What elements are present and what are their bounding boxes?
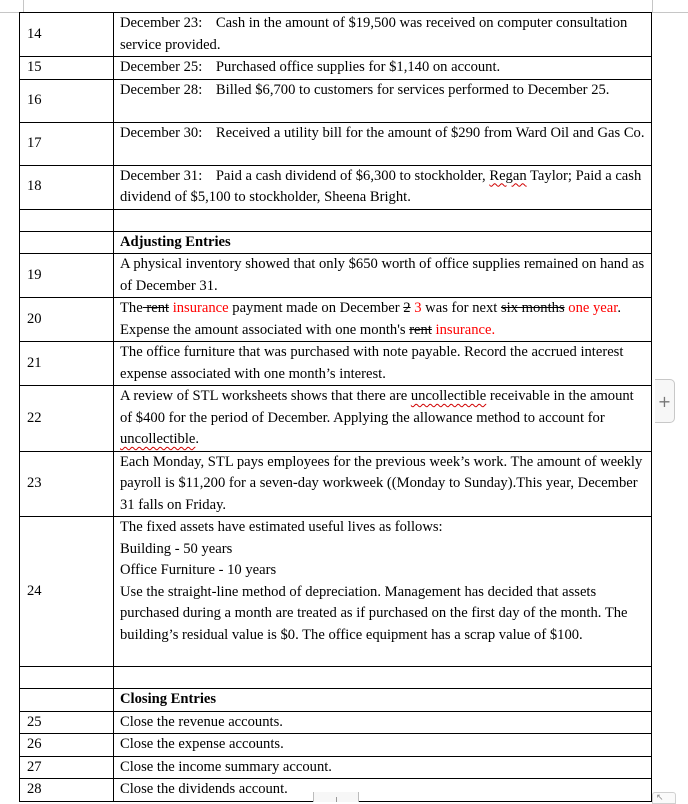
row-number: 25 [20, 711, 114, 734]
resize-handle[interactable] [652, 792, 676, 804]
tracked-deletion[interactable]: rent [142, 300, 170, 316]
table-row [20, 165, 652, 209]
row-number: 23 [20, 451, 114, 517]
table-row [20, 451, 652, 517]
tracked-insertion[interactable]: one year [564, 300, 618, 316]
table-row [20, 122, 652, 165]
row-number: 16 [20, 79, 114, 122]
spellcheck-word[interactable]: Regan [489, 167, 527, 184]
entry-line: Office Furniture - 10 years [120, 562, 277, 578]
add-row-button[interactable] [655, 379, 675, 423]
table-row [20, 79, 652, 122]
entry-text: . [491, 321, 496, 338]
row-description[interactable]: Each Monday, STL pays employees for the previous week’s work. The amount of weekly payroll is $11,200 for a seven-day workweek ((Monday to Sunday).This year, December 31 falls on Friday. [114, 451, 652, 517]
transactions-table [19, 12, 652, 802]
row-number: 17 [20, 122, 114, 165]
entry-text: Paid a cash dividend of $6,300 to stockholder, [215, 167, 486, 184]
row-description[interactable] [114, 298, 652, 342]
row-description[interactable] [114, 386, 652, 452]
row-number: 24 [20, 517, 114, 667]
row-description[interactable] [114, 209, 652, 231]
entry-text: was for next [421, 300, 501, 316]
row-description[interactable] [114, 13, 652, 57]
table-row [20, 517, 652, 667]
horizontal-scrollbar-thumb[interactable] [313, 792, 359, 802]
table-row [20, 386, 652, 452]
entry-text: receivable in the amount of $400 for the period of December. Applying the allowance method to account for [120, 388, 634, 426]
row-number: 19 [20, 254, 114, 298]
corner-mark-top-right-v [652, 0, 653, 12]
table-row [20, 13, 652, 57]
row-number [20, 689, 114, 712]
table-row [20, 342, 652, 386]
row-description[interactable]: The office furniture that was purchased with note payable. Record the accrued interest expense associated with one month’s interest. [114, 342, 652, 386]
tracked-insertion[interactable]: 3 [410, 300, 422, 316]
spellcheck-word[interactable]: uncollectible [410, 388, 487, 404]
row-description[interactable] [114, 165, 652, 209]
entry-date: December 25: [120, 59, 203, 75]
entry-text: . [195, 431, 200, 447]
row-number: 26 [20, 734, 114, 757]
row-number: 18 [20, 165, 114, 209]
tracked-insertion[interactable]: insurance [169, 300, 229, 316]
entry-date: December 23: [120, 15, 203, 31]
row-description[interactable] [114, 57, 652, 80]
entry-text: . Expense the amount associated with one month's [120, 300, 621, 338]
section-heading-adjusting: Adjusting Entries [114, 231, 652, 254]
entry-line: Use the straight-line method of depreciation. Management has decided that assets purchased during a month are treated as if purchased on the first day of the month. The building’s residual value is $0. The office equipment has a scrap value of $100. [120, 583, 628, 643]
plus-icon: + [657, 392, 672, 411]
row-description[interactable] [114, 517, 652, 667]
tracked-deletion[interactable]: 2 [403, 300, 411, 316]
row-description[interactable]: A physical inventory showed that only $650 worth of office supplies remained on hand as of December 31. [114, 254, 652, 298]
row-number [20, 667, 114, 689]
entry-text: payment made on December [228, 300, 404, 316]
entry-text: Purchased office supplies for $1,140 on account. [215, 59, 501, 75]
entry-text: Taylor; Paid a cash dividend of $5,100 to stockholder, Sheena Bright. [120, 167, 642, 205]
tracked-insertion[interactable]: insurance [431, 321, 492, 338]
entry-date: December 28: [120, 81, 203, 98]
section-heading-row [20, 689, 652, 712]
row-description[interactable] [114, 122, 652, 165]
table-row [20, 756, 652, 779]
entry-text: Received a utility bill for the amount of $290 from Ward Oil and Gas Co. [215, 124, 645, 141]
row-description[interactable]: Close the expense accounts. [114, 734, 652, 757]
row-number: 15 [20, 57, 114, 80]
table-row [20, 254, 652, 298]
row-description[interactable]: Close the dividends account. [114, 779, 652, 802]
spellcheck-word[interactable]: uncollectible [120, 431, 196, 447]
table-row [20, 298, 652, 342]
table-row [20, 57, 652, 80]
row-description[interactable]: Close the income summary account. [114, 756, 652, 779]
table-row [20, 734, 652, 757]
entry-line: The fixed assets have estimated useful lives as follows: [120, 519, 443, 535]
row-description[interactable]: Close the revenue accounts. [114, 711, 652, 734]
entry-date: December 30: [120, 124, 203, 141]
row-number: 27 [20, 756, 114, 779]
resize-arrow-icon: ↖ [656, 793, 664, 803]
table-row-blank [20, 209, 652, 231]
row-number: 21 [20, 342, 114, 386]
row-number: 22 [20, 386, 114, 452]
row-description[interactable] [114, 79, 652, 122]
tracked-deletion[interactable]: rent [409, 321, 432, 338]
tracked-deletion[interactable]: six months [500, 300, 565, 316]
row-description[interactable] [114, 667, 652, 689]
entry-line: Building - 50 years [120, 540, 233, 557]
row-number [20, 209, 114, 231]
entry-text: Cash in the amount of $19,500 was received on computer consultation service provided. [120, 15, 628, 53]
entry-date: December 31: [120, 167, 203, 184]
grip-icon [336, 797, 337, 802]
row-number [20, 231, 114, 254]
corner-mark-top-left-v [23, 0, 24, 12]
section-heading-closing: Closing Entries [114, 689, 652, 712]
row-number: 28 [20, 779, 114, 802]
row-number: 14 [20, 13, 114, 57]
entry-text: A review of STL worksheets shows that there are [120, 388, 408, 404]
entry-text: The [120, 300, 143, 316]
corner-mark-top-right-h [652, 12, 688, 13]
row-number: 20 [20, 298, 114, 342]
table-row [20, 711, 652, 734]
section-heading-row [20, 231, 652, 254]
entry-text: Billed $6,700 to customers for services performed to December 25. [215, 81, 610, 98]
table-row-blank [20, 667, 652, 689]
